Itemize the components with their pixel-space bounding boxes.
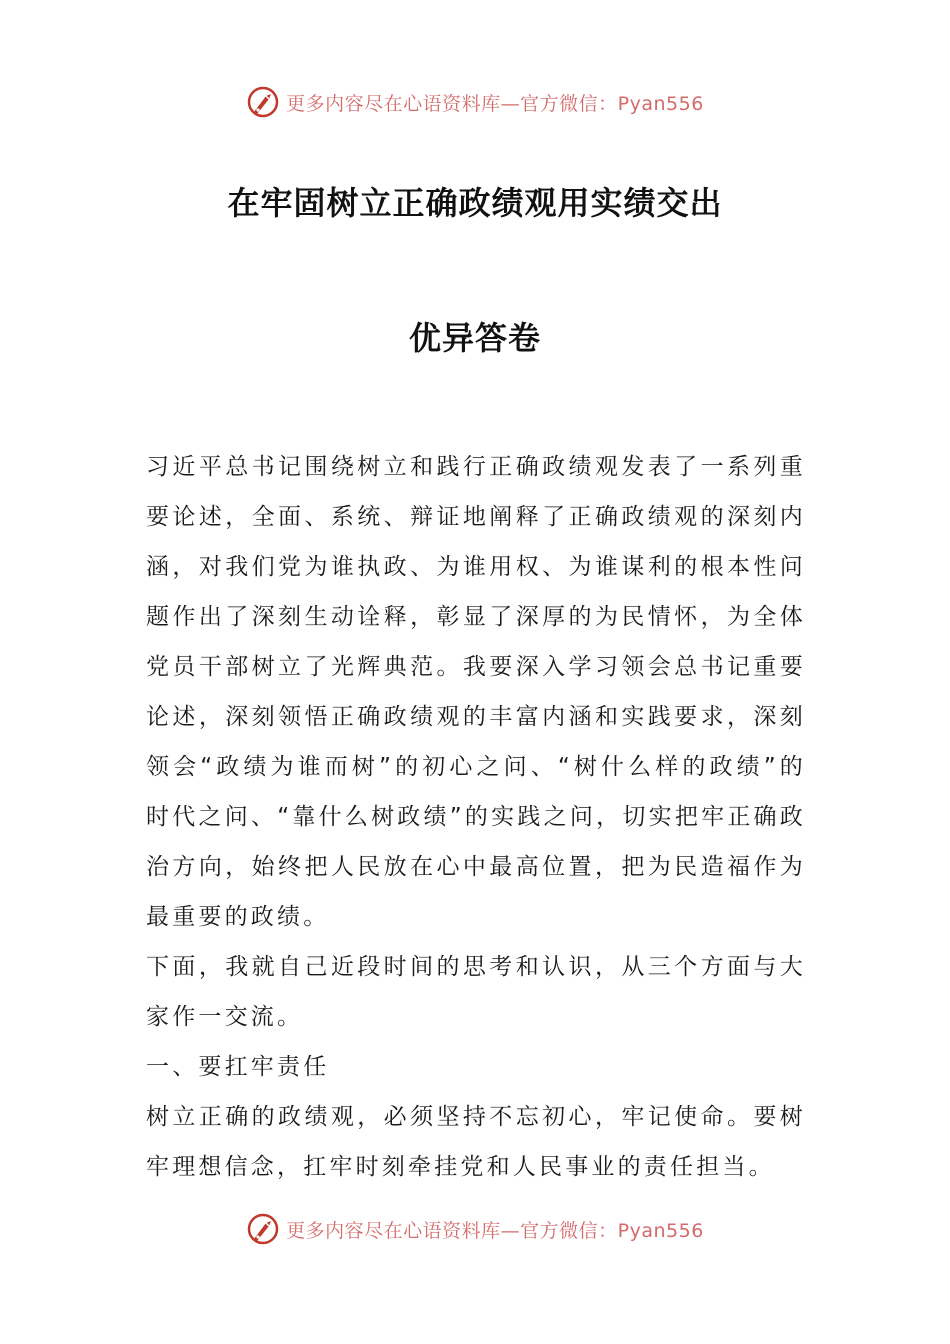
paragraph-section-1: 树立正确的政绩观，必须坚持不忘初心，牢记使命。要树牢理想信念，扛牢时刻牵挂党和人民事业的责任担当。 (146, 1104, 806, 1180)
document-title-line-1: 在牢固树立正确政绩观用实绩交出 (227, 184, 723, 222)
pen-nib-logo-icon (246, 85, 280, 119)
document-title-line-2: 优异答卷 (408, 319, 541, 357)
watermark-text: 更多内容尽在心语资料库—官方微信：Pyan556 (286, 1219, 704, 1242)
paragraph-transition: 下面，我就自己近段时间的思考和认识，从三个方面与大家作一交流。 (146, 954, 806, 1030)
wechat-id: Pyan556 (617, 92, 704, 115)
header-watermark-banner (0, 82, 950, 122)
pen-nib-logo-icon (246, 1212, 280, 1246)
wechat-id: Pyan556 (617, 1219, 704, 1242)
watermark-text: 更多内容尽在心语资料库—官方微信：Pyan556 (286, 92, 704, 115)
document-body (146, 442, 806, 1192)
footer-watermark-banner (0, 1209, 950, 1249)
paragraph-intro: 习近平总书记围绕树立和践行正确政绩观发表了一系列重要论述，全面、系统、辩证地阐释了正确政绩观的深刻内涵，对我们党为谁执政、为谁用权、为谁谋利的根本性问题作出了深刻生动诠释，彰显了深厚的为民情怀，为全体党员干部树立了光辉典范。我要深入学习领会总书记重要论述，深刻领悟正确政绩观的丰富内涵和实践要求，深刻领会“政绩为谁而树”的初心之问、“树什么样的政绩”的时代之问、“靠什么树政绩”的实践之问，切实把牢正确政治方向，始终把人民放在心中最高位置，把为民造福作为最重要的政绩。 (146, 454, 806, 930)
section-heading-1: 一、要扛牢责任 (146, 1054, 330, 1080)
